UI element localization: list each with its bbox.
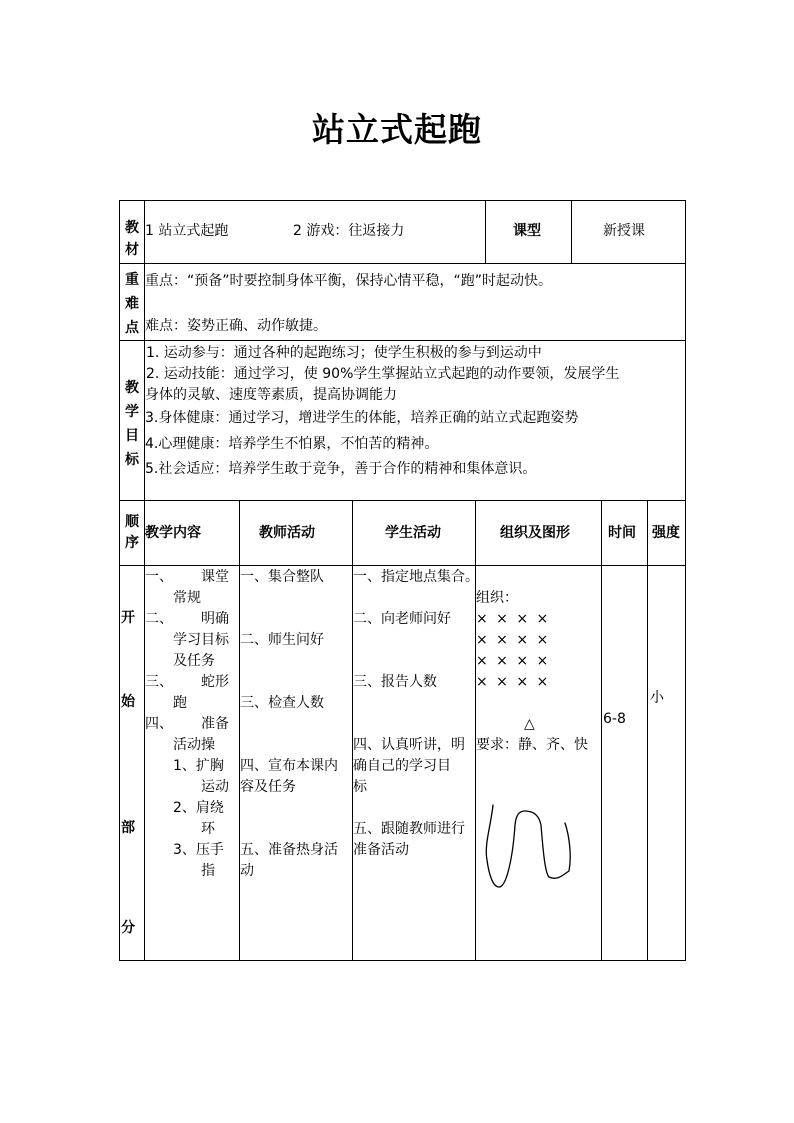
goal-line-4: 4.心理健康：培养学生不怕累，不怕苦的精神。 [145, 436, 439, 452]
header-content: 教学内容 [145, 525, 201, 541]
section-label-char-4: 分 [121, 920, 135, 936]
content-item-4-num: 四、 [145, 716, 173, 732]
teacher-activity-4a: 四、宣布本课内 [240, 758, 338, 774]
header-teacher: 教师活动 [259, 525, 315, 541]
goal-line-2b: 身体的灵敏、速度等素质，提高协调能力 [145, 387, 397, 403]
content-item-2-num: 二、 [145, 611, 173, 627]
student-activity-4a: 四、认真听讲，明 [353, 737, 465, 753]
student-activity-2: 二、向老师问好 [353, 611, 451, 627]
content-sub-2-a: 2、肩绕 [173, 800, 224, 816]
formation-row-3: × × × × [476, 653, 551, 669]
goal-line-3: 3.身体健康：通过学习，增进学生的体能，培养正确的站立式起跑姿势 [145, 410, 579, 426]
teacher-activity-4b: 容及任务 [240, 779, 296, 795]
page-title: 站立式起跑 [312, 110, 482, 149]
lesson-type-label: 课型 [513, 223, 541, 239]
row-label-zhongnandian: 重 难 点 [125, 272, 139, 336]
teacher-activity-2: 二、师生问好 [240, 632, 324, 648]
header-intensity: 强度 [652, 525, 680, 541]
content-item-1-num: 一、 [145, 569, 173, 585]
teacher-activity-5b: 动 [240, 863, 254, 879]
content-item-3-b: 跑 [173, 695, 187, 711]
serpentine-path-drawing [479, 795, 579, 895]
difficult-point: 难点：姿势正确、动作敏捷。 [145, 318, 327, 334]
teacher-activity-5a: 五、准备热身活 [240, 842, 338, 858]
student-activity-5b: 准备活动 [353, 842, 409, 858]
section-label-char-3: 部 [121, 820, 135, 836]
content-item-2-b: 学习目标 [173, 632, 229, 648]
content-item-1-a: 课堂 [201, 569, 229, 585]
organize-label: 组织： [476, 590, 518, 606]
teacher-activity-1: 一、集合整队 [240, 569, 324, 585]
formation-row-1: × × × × [476, 611, 551, 627]
intensity-value: 小 [650, 690, 664, 706]
material-item-2: 2 游戏：往返接力 [293, 223, 405, 239]
student-activity-4c: 标 [353, 779, 367, 795]
organize-requirement: 要求：静、齐、快 [476, 737, 588, 753]
student-activity-1: 一、指定地点集合。 [353, 569, 479, 585]
content-sub-1-b: 运动 [201, 779, 229, 795]
content-sub-1-a: 1、扩胸 [173, 758, 224, 774]
content-sub-3-b: 指 [201, 863, 215, 879]
teacher-activity-3: 三、检查人数 [240, 695, 324, 711]
formation-row-4: × × × × [476, 674, 551, 690]
content-sub-2-b: 环 [201, 821, 215, 837]
teacher-position-icon: △ [524, 716, 535, 732]
content-item-2-a: 明确 [201, 611, 229, 627]
formation-row-2: × × × × [476, 632, 551, 648]
lesson-type-value: 新授课 [603, 223, 645, 239]
content-item-1-b: 常规 [173, 590, 201, 606]
header-order: 顺 序 [125, 514, 139, 551]
header-student: 学生活动 [385, 525, 441, 541]
material-item-1: 1 站立式起跑 [145, 223, 229, 239]
key-point: 重点：“预备”时要控制身体平衡，保持心情平稳，“跑”时起动快。 [145, 273, 553, 289]
goal-line-2a: 2. 运动技能：通过学习，使 90%学生掌握站立式起跑的动作要领，发展学生 [146, 366, 620, 382]
content-item-4-b: 活动操 [173, 737, 215, 753]
goal-line-1: 1. 运动参与：通过各种的起跑练习；使学生积极的参与到运动中 [146, 345, 542, 361]
student-activity-3: 三、报告人数 [353, 674, 437, 690]
header-organize: 组织及图形 [500, 525, 570, 541]
lesson-plan-table [119, 200, 686, 961]
section-label-char-1: 开 [121, 610, 135, 626]
section-label-char-2: 始 [121, 694, 135, 710]
content-sub-3-a: 3、压手 [173, 842, 224, 858]
content-item-2-c: 及任务 [173, 653, 215, 669]
content-item-3-a: 蛇形 [201, 674, 229, 690]
student-activity-5a: 五、跟随教师进行 [353, 821, 465, 837]
content-item-3-num: 三、 [145, 674, 173, 690]
student-activity-4b: 确自己的学习目 [353, 758, 451, 774]
header-time: 时间 [608, 525, 636, 541]
goal-line-5: 5.社会适应：培养学生敢于竞争，善于合作的精神和集体意识。 [145, 461, 537, 477]
content-item-4-a: 准备 [201, 716, 229, 732]
time-value: 6-8 [603, 711, 626, 727]
row-label-jiaoxuemubiao: 教 学 目 标 [125, 380, 139, 468]
row-label-jiaocai: 教 材 [125, 220, 139, 258]
